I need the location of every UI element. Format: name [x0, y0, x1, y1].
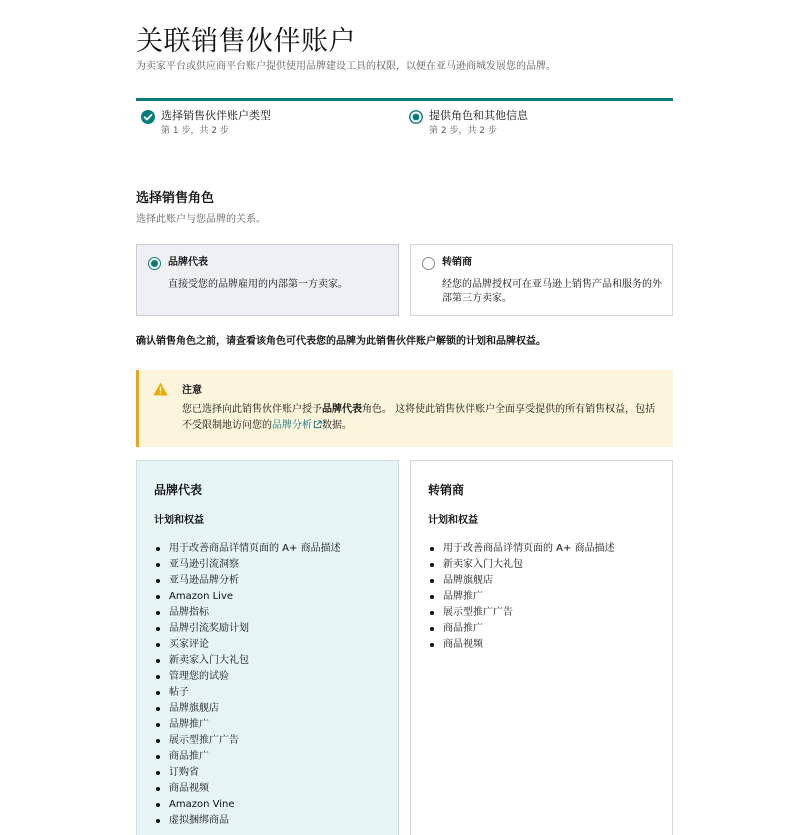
list-item: 品牌引流奖励计划 [154, 621, 341, 637]
list-item: 买家评论 [154, 637, 341, 653]
role-section-title: 选择销售角色 [136, 191, 215, 206]
brand-analytics-link-label: 品牌分析 [272, 420, 312, 431]
alert-title: 注意 [182, 385, 202, 396]
role-section-subtitle: 选择此账户与您品牌的关系。 [136, 214, 266, 225]
alert-text: 您已选择向此销售伙伴账户授予 [182, 404, 322, 415]
list-item: 商品推广 [154, 749, 341, 765]
list-item: 虚拟捆绑商品 [154, 813, 341, 829]
panel-title: 品牌代表 [154, 483, 203, 497]
confirm-text: 确认销售角色之前，请查看该角色可代表您的品牌为此销售伙伴账户解锁的计划和品牌权益。 [136, 336, 546, 347]
list-item: 商品视频 [154, 781, 341, 797]
list-item: 品牌旗舰店 [154, 701, 341, 717]
check-circle-icon [141, 110, 155, 124]
current-step-icon [409, 110, 423, 124]
progress-bar [136, 98, 673, 101]
page-title: 关联销售伙伴账户 [136, 26, 356, 57]
list-item: 亚马逊品牌分析 [154, 573, 341, 589]
panel-subtitle: 计划和权益 [154, 515, 204, 526]
list-item: 帖子 [154, 685, 341, 701]
benefits-list [154, 541, 341, 829]
alert-body [182, 402, 662, 434]
list-item: 品牌推广 [154, 717, 341, 733]
benefits-list [428, 541, 615, 653]
list-item: 商品推广 [428, 621, 615, 637]
list-item: 商品视频 [428, 637, 615, 653]
page-subtitle: 为卖家平台或供应商平台账户提供使用品牌建设工具的权限，以便在亚马逊商城发展您的品牌。 [136, 61, 556, 72]
radio-brand-rep[interactable] [148, 257, 161, 270]
step-1-label: 选择销售伙伴账户类型 [161, 109, 271, 122]
step-2-sub: 第 2 步，共 2 步 [429, 126, 497, 136]
list-item: 管理您的试验 [154, 669, 341, 685]
list-item: 新卖家入门大礼包 [154, 653, 341, 669]
step-2-label: 提供角色和其他信息 [429, 109, 528, 122]
brand-rep-benefits-panel [136, 460, 399, 835]
panel-subtitle: 计划和权益 [428, 515, 478, 526]
role-option-name: 品牌代表 [168, 257, 208, 268]
alert-role-name: 品牌代表 [322, 404, 362, 415]
list-item: 展示型推广广告 [428, 605, 615, 621]
list-item: 订购省 [154, 765, 341, 781]
role-option-name: 转销商 [442, 257, 472, 268]
role-option-desc: 直接受您的品牌雇用的内部第一方卖家。 [168, 279, 348, 290]
role-option-desc: 经您的品牌授权可在亚马逊上销售产品和服务的外部第三方卖家。 [442, 279, 662, 304]
list-item: 品牌指标 [154, 605, 341, 621]
role-option-reseller[interactable] [410, 244, 673, 316]
list-item: 用于改善商品详情页面的 A+ 商品描述 [428, 541, 615, 557]
list-item: Amazon Live [154, 589, 341, 605]
list-item: 新卖家入门大礼包 [428, 557, 615, 573]
reseller-benefits-panel [410, 460, 673, 835]
list-item: 亚马逊引流洞察 [154, 557, 341, 573]
panel-title: 转销商 [428, 483, 465, 497]
warning-icon [153, 382, 168, 396]
brand-analytics-link[interactable] [272, 420, 322, 431]
role-option-brand-rep[interactable] [136, 244, 399, 316]
list-item: 品牌推广 [428, 589, 615, 605]
list-item: 品牌旗舰店 [428, 573, 615, 589]
list-item: 展示型推广广告 [154, 733, 341, 749]
alert-text: 数据。 [322, 420, 352, 431]
list-item: Amazon Vine [154, 797, 341, 813]
warning-alert [136, 370, 673, 447]
external-link-icon [313, 420, 322, 429]
list-item: 用于改善商品详情页面的 A+ 商品描述 [154, 541, 341, 557]
radio-reseller[interactable] [422, 257, 435, 270]
step-1-sub: 第 1 步，共 2 步 [161, 126, 229, 136]
alert-text: 角色。 这将使此销售伙伴账户全面享受提供的所有销售权益，包括不受限制地访问您的 [182, 404, 656, 431]
